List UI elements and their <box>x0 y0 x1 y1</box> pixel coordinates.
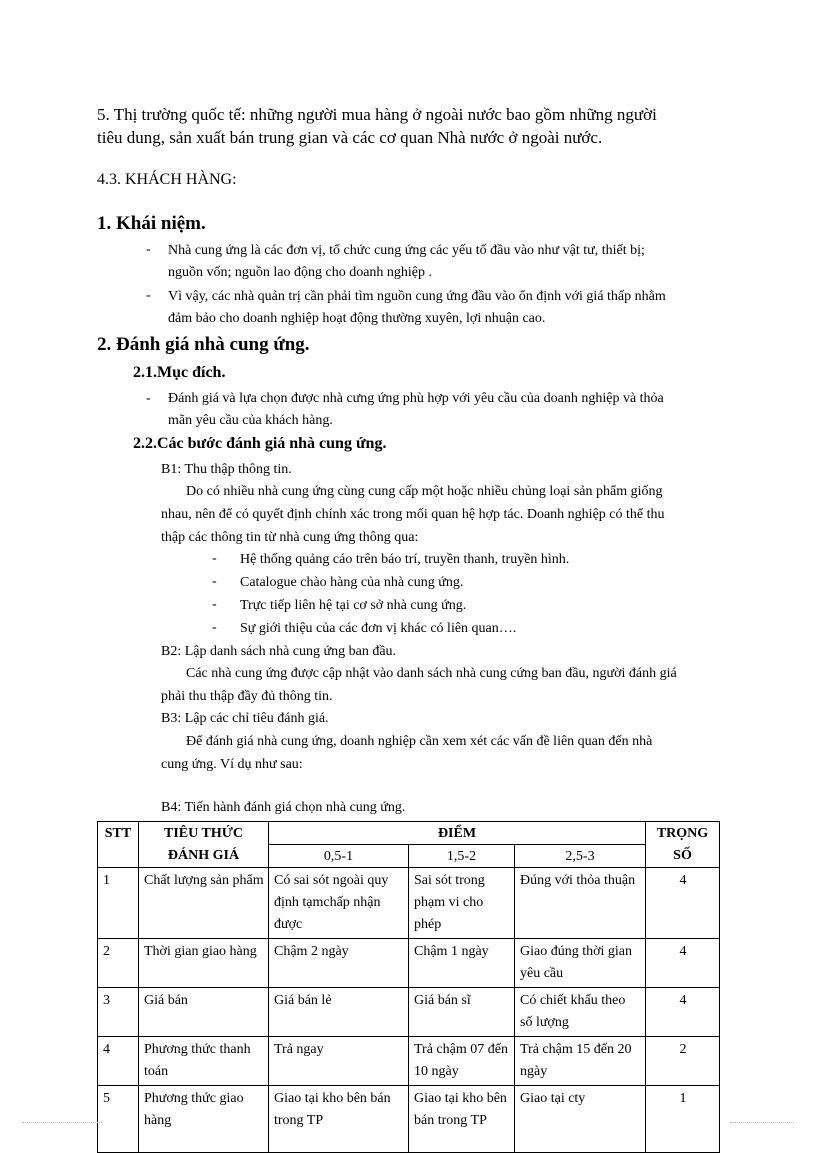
bullet-dash: - <box>146 391 151 406</box>
header-score: ĐIỂM <box>269 822 646 845</box>
cell-criteria: Phương thức thanh toán <box>139 1037 269 1086</box>
cell-criteria: Chất lượng sản phẩm <box>139 868 269 939</box>
header-criteria-line-1: TIÊU THỨC <box>164 826 243 841</box>
b3-para-line-1: Để đánh giá nhà cung ứng, doanh nghiệp cần xem xét các vấn đề liên quan đến nhà <box>186 734 653 749</box>
concept-bullet-2-line-2: đảm bảo cho doanh nghiệp hoạt động thường xuyên, lợi nhuận cao. <box>168 311 546 326</box>
purpose-line-2: mãn yêu cầu của khách hàng. <box>168 413 333 428</box>
cell-low: Có sai sót ngoài quy định tạmchấp nhận được <box>269 868 409 939</box>
cell-stt: 3 <box>98 988 139 1037</box>
header-stt: STT <box>98 822 139 868</box>
heading-concept: 1. Khái niệm. <box>97 213 206 234</box>
b3-title: B3: Lập các chỉ tiêu đánh giá. <box>161 711 329 726</box>
b1-item-4: Sự giới thiệu của các đơn vị khác có liên quan…. <box>240 621 517 636</box>
header-weight <box>646 822 720 868</box>
cell-low: Chậm 2 ngày <box>269 939 409 988</box>
cell-high: Có chiết khấu theo số lượng <box>515 988 646 1037</box>
b1-item-3: Trực tiếp liên hệ tại cơ sở nhà cung ứng. <box>240 598 467 613</box>
cell-stt: 1 <box>98 868 139 939</box>
b1-title: B1: Thu thập thông tin. <box>161 462 292 477</box>
header-criteria <box>139 822 269 868</box>
b1-para-line-2: nhau, nên để có quyết định chính xác trong mối quan hệ hợp tác. Doanh nghiệp có thể thu <box>161 507 665 522</box>
bullet-dash: - <box>146 288 151 303</box>
b1-item-2: Catalogue chào hàng của nhà cung ứng. <box>240 575 464 590</box>
bullet-dash: - <box>212 551 217 566</box>
concept-bullet-1-line-2: nguồn vốn; nguồn lao động cho doanh nghiệp . <box>168 265 433 280</box>
cell-mid: Sai sót trong phạm vi cho phép <box>409 868 515 939</box>
cell-high: Đúng với thỏa thuận <box>515 868 646 939</box>
cell-high: Giao đúng thời gian yêu cầu <box>515 939 646 988</box>
purpose-line-1: Đánh giá và lựa chọn được nhà cưng ứng phù hợp với yêu cầu của doanh nghiệp và thỏa <box>168 391 664 406</box>
cell-weight: 4 <box>646 939 720 988</box>
cell-criteria: Giá bán <box>139 988 269 1037</box>
concept-bullet-1-line-1: Nhà cung ứng là các đơn vị, tổ chức cung ứng các yếu tố đầu vào như vật tư, thiết bị; <box>168 243 645 258</box>
bullet-dash: - <box>212 574 217 589</box>
header-criteria-line-2: ĐÁNH GIÁ <box>167 848 240 863</box>
cell-low: Giao tại kho bên bán trong TP <box>269 1086 409 1153</box>
b1-item-1: Hệ thống quảng cáo trên báo trí, truyền thanh, truyền hình. <box>240 552 570 567</box>
table-row <box>98 1037 720 1086</box>
cell-criteria: Phương thức giao hàng <box>139 1086 269 1153</box>
cell-mid: Trả chậm 07 đến 10 ngày <box>409 1037 515 1086</box>
cell-criteria: Thời gian giao hàng <box>139 939 269 988</box>
cell-mid: Giá bán sĩ <box>409 988 515 1037</box>
b3-para-line-2: cung ứng. Ví dụ như sau: <box>161 757 303 772</box>
b2-para-line-2: phải thu thập đầy đủ thông tin. <box>161 689 333 704</box>
b4-title: B4: Tiến hành đánh giá chọn nhà cung ứng. <box>161 800 406 815</box>
cell-weight: 4 <box>646 868 720 939</box>
cell-weight: 2 <box>646 1037 720 1086</box>
header-weight-line-2: SỐ <box>673 848 692 863</box>
cell-weight: 1 <box>646 1086 720 1153</box>
header-band-high: 2,5-3 <box>515 845 646 868</box>
table-row <box>98 988 720 1037</box>
b1-para-line-1: Do có nhiều nhà cung ứng cùng cung cấp một hoặc nhiều chủng loại sản phẩm giống <box>186 484 663 499</box>
bullet-dash: - <box>212 597 217 612</box>
header-band-mid: 1,5-2 <box>409 845 515 868</box>
heading-eval: 2. Đánh giá nhà cung ứng. <box>97 334 310 355</box>
header-band-low: 0,5-1 <box>269 845 409 868</box>
cell-mid: Giao tại kho bên bán trong TP <box>409 1086 515 1153</box>
cell-high: Trả chậm 15 đến 20 ngày <box>515 1037 646 1086</box>
b2-title: B2: Lập danh sách nhà cung ứng ban đầu. <box>161 644 397 659</box>
section-title: 4.3. KHÁCH HÀNG: <box>97 171 237 188</box>
criteria-table <box>97 821 720 1153</box>
table-row <box>98 1086 720 1153</box>
page-break-mark-left <box>22 1122 102 1124</box>
concept-bullet-2-line-1: Vì vậy, các nhà quản trị cần phải tìm nguồn cung ứng đầu vào ổn định với giá thấp nhằm <box>168 289 666 304</box>
cell-stt: 4 <box>98 1037 139 1086</box>
table-row <box>98 868 720 939</box>
heading-steps: 2.2.Các bước đánh giá nhà cung ứng. <box>133 435 387 452</box>
bullet-dash: - <box>212 620 217 635</box>
page-break-mark-right <box>730 1122 794 1124</box>
cell-stt: 2 <box>98 939 139 988</box>
cell-weight: 4 <box>646 988 720 1037</box>
b1-para-line-3: thập các thông tin từ nhà cung ứng thông qua: <box>161 530 419 545</box>
cell-low: Giá bán lẻ <box>269 988 409 1037</box>
intro-line-2: tiêu dung, sản xuất bán trung gian và các cơ quan Nhà nước ở ngoài nước. <box>97 128 603 147</box>
b2-para-line-1: Các nhà cung ứng được cập nhật vào danh sách nhà cung cứng ban đầu, người đánh giá <box>186 666 677 681</box>
bullet-dash: - <box>146 242 151 257</box>
intro-line-1: 5. Thị trường quốc tế: những người mua hàng ở ngoài nước bao gồm những người <box>97 105 657 124</box>
heading-purpose: 2.1.Mục đích. <box>133 364 226 381</box>
cell-low: Trả ngay <box>269 1037 409 1086</box>
cell-mid: Chậm 1 ngày <box>409 939 515 988</box>
header-weight-line-1: TRỌNG <box>656 826 709 841</box>
table-row <box>98 939 720 988</box>
cell-high: Giao tại cty <box>515 1086 646 1153</box>
cell-stt: 5 <box>98 1086 139 1153</box>
